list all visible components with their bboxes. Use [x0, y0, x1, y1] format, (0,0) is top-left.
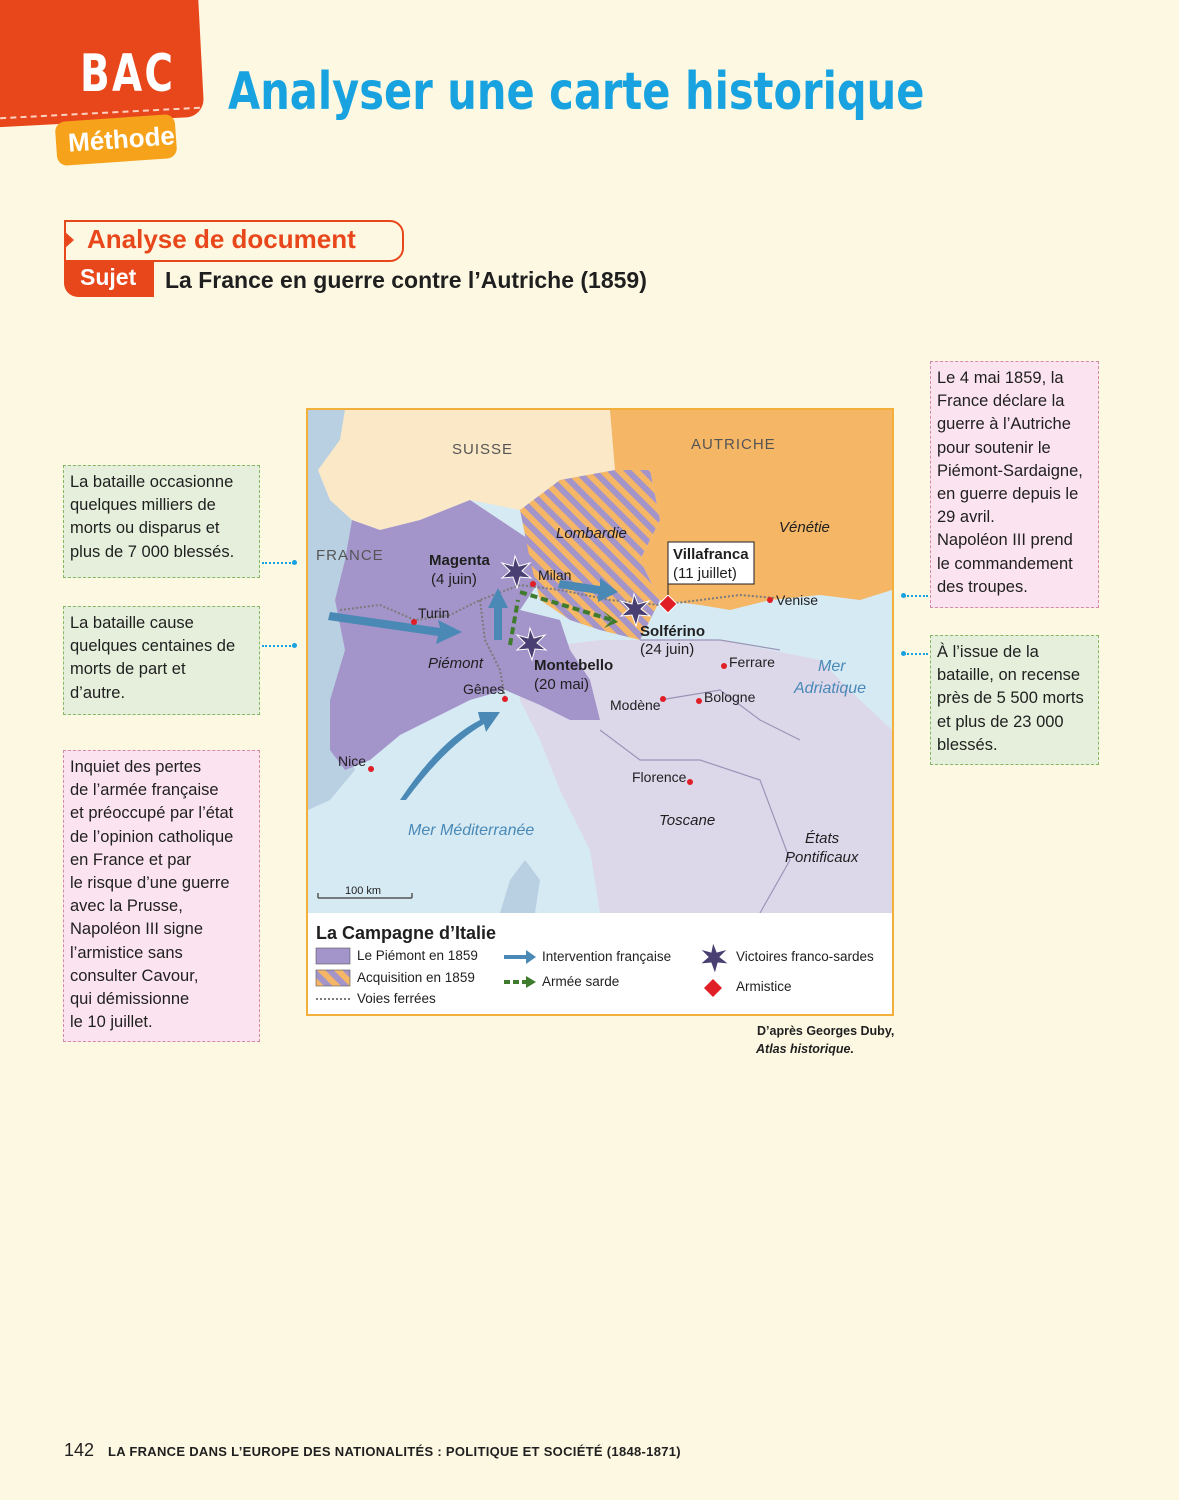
legend-sardinian-army: Armée sarde [542, 974, 620, 989]
note-line: qui démissionne [70, 990, 190, 1009]
page-title: Analyser une carte historique [228, 62, 925, 122]
note-line: La bataille occasionne [70, 473, 234, 491]
city-label-ferrare: Ferrare [729, 654, 775, 670]
note-line: le commandement [937, 554, 1073, 573]
battle-date-solferino: (24 juin) [640, 641, 695, 658]
legend-armistice: Armistice [736, 979, 792, 994]
country-label-france: FRANCE [316, 547, 384, 564]
legend-diamond-icon [704, 979, 722, 997]
note-line: de l’opinion catholique [70, 827, 234, 846]
note-line: l’armistice sans [70, 943, 183, 962]
armistice-place-date: (11 juillet) [673, 565, 737, 582]
battle-date-montebello: (20 mai) [534, 676, 590, 693]
battle-name-montebello: Montebello [534, 657, 614, 674]
note-line: plus de 7 000 blessés. [70, 542, 235, 561]
legend-swatch-piemont [316, 948, 350, 964]
note-line: consulter Cavour, [70, 966, 199, 985]
city-label-turin: Turin [418, 605, 450, 621]
note-line: La bataille cause [70, 614, 194, 632]
region-label-venetie: Vénétie [779, 519, 830, 536]
page-number: 142 [64, 1440, 95, 1460]
legend-french-intervention: Intervention française [542, 949, 672, 964]
note-line: et préoccupé par l’état [70, 804, 234, 823]
country-label-suisse: SUISSE [452, 441, 514, 458]
battle-date-magenta: (4 juin) [431, 571, 477, 588]
note-line: Napoléon III signe [70, 920, 204, 939]
battle-name-solferino: Solférino [640, 623, 706, 640]
city-dot-milan [530, 581, 536, 587]
note-line: guerre à l’Autriche [937, 415, 1071, 434]
legend-arrow-icon [504, 950, 536, 964]
city-label-modene: Modène [610, 697, 661, 713]
note-line: Le 4 mai 1859, la [937, 369, 1064, 387]
city-dot-florence [687, 779, 693, 785]
note-line: le 10 juillet. [70, 1013, 153, 1032]
city-dot-modene [660, 696, 666, 702]
note-line: Napoléon III prend [937, 531, 1073, 550]
note-line: morts de part et [70, 660, 186, 679]
note-line: des troupes. [937, 577, 1028, 596]
legend-star-icon [700, 942, 729, 974]
methode-label: Méthode [67, 120, 176, 158]
city-dot-turin [411, 619, 417, 625]
note-line: pour soutenir le [937, 438, 1051, 457]
country-label-autriche: AUTRICHE [691, 436, 776, 453]
subject-title: La France en guerre contre l’Autriche (1859) [165, 267, 647, 293]
note-line: quelques milliers de [70, 496, 216, 515]
city-label-milan: Milan [538, 567, 572, 583]
region-label-toscane: Toscane [659, 812, 716, 829]
note-line: À l’issue de la [937, 643, 1039, 661]
sea-label-adriatique: Mer [818, 658, 846, 675]
note-line: de l’armée française [70, 781, 219, 800]
source-line-2: Atlas historique. [756, 1042, 854, 1056]
note-line: en guerre depuis le [937, 485, 1079, 504]
region-label-lombardie: Lombardie [556, 525, 627, 542]
sujet-label: Sujet [80, 264, 137, 290]
note-line: Piémont-Sardaigne, [937, 461, 1083, 480]
note-line: le risque d’une guerre [70, 874, 230, 893]
note-line: France déclare la [937, 392, 1065, 411]
city-label-bologne: Bologne [704, 689, 756, 705]
legend-railways: Voies ferrées [357, 991, 436, 1006]
analyse-heading: Analyse de document [87, 224, 356, 254]
note-line: et plus de 23 000 [937, 712, 1064, 731]
note-line: quelques centaines de [70, 637, 236, 656]
city-label-florence: Florence [632, 769, 687, 785]
chapter-title: LA FRANCE DANS L’EUROPE DES NATIONALITÉS : POLITIQUE ET SOCIÉTÉ (1848-1871) [108, 1444, 681, 1459]
note-line: Inquiet des pertes [70, 758, 202, 776]
legend-dashed-arrowhead-icon [526, 976, 536, 988]
note-line: en France et par [70, 850, 192, 869]
note-line: avec la Prusse, [70, 897, 183, 916]
region-label-piemont: Piémont [428, 655, 484, 672]
city-label-nice: Nice [338, 753, 367, 769]
city-dot-nice [368, 766, 374, 772]
scale-label: 100 km [345, 885, 382, 897]
note-line: morts ou disparus et [70, 519, 220, 538]
legend-title: La Campagne d’Italie [316, 923, 497, 943]
city-label-genes: Gênes [463, 681, 505, 697]
note-line: blessés. [937, 735, 998, 754]
note-line: d’autre. [70, 683, 126, 702]
battle-name-magenta: Magenta [429, 552, 490, 569]
note-line: 29 avril. [937, 508, 995, 527]
armistice-place-name: Villafranca [673, 546, 749, 563]
city-dot-ferrare [721, 663, 727, 669]
note-line: près de 5 500 morts [937, 689, 1084, 708]
city-label-venise: Venise [776, 592, 819, 608]
region-label-etats: États [805, 830, 840, 847]
city-dot-venise [767, 597, 773, 603]
city-dot-bologne [696, 698, 702, 704]
bac-label: BAC [80, 44, 176, 104]
sea-label-mediterranee: Mer Méditerranée [408, 822, 535, 839]
legend-swatch-acquisition [316, 970, 350, 986]
source-line-1: D’après Georges Duby, [757, 1024, 895, 1038]
note-line: bataille, on recense [937, 666, 1081, 685]
legend-acquisition: Acquisition en 1859 [357, 970, 475, 985]
legend-victories: Victoires franco-sardes [736, 949, 874, 964]
sea-label-adriatique: Adriatique [794, 680, 867, 697]
region-label-pontificaux: Pontificaux [785, 849, 859, 866]
legend-piemont: Le Piémont en 1859 [357, 948, 478, 963]
